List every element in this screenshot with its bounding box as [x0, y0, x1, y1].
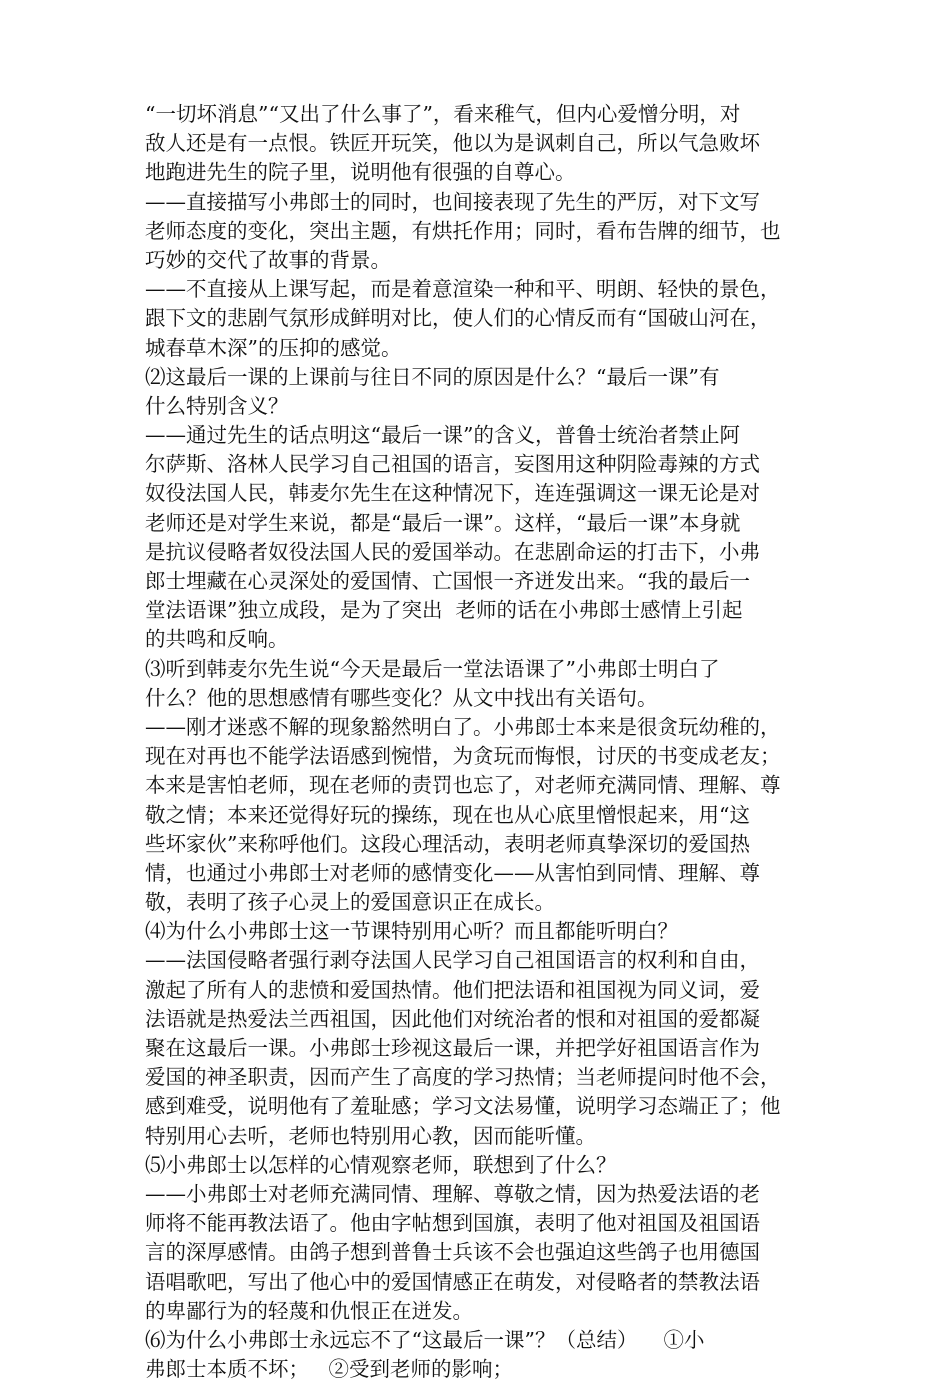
- text-line: 爱国的神圣职责，因而产生了高度的学习热情；当老师提问时他不会，: [145, 1065, 781, 1090]
- text-line: 敬，表明了孩子心灵上的爱国意识正在成长。: [145, 890, 555, 915]
- text-line: 巧妙的交代了故事的背景。: [145, 247, 391, 272]
- text-line: 敌人还是有一点恨。铁匠开玩笑，他以为是讽刺自己，所以气急败坏: [145, 131, 760, 156]
- text-line: ——小弗郎士对老师充满同情、理解、尊敬之情，因为热爱法语的老: [145, 1181, 760, 1206]
- text-line: 郎士埋藏在心灵深处的爱国情、亡国恨一齐迸发出来。“我的最后一: [145, 569, 750, 593]
- text-line: 情，也通过小弗郎士对老师的感情变化——从害怕到同情、理解、尊: [145, 860, 760, 885]
- text-line: 激起了所有人的悲愤和爱国热情。他们把法语和祖国视为同义词，爱: [145, 977, 760, 1002]
- question-line: 什么特别含义？: [145, 393, 289, 418]
- text-line: 是抗议侵略者奴役法国人民的爱国举动。在悲剧命运的打击下，小弗: [145, 539, 760, 564]
- text-line: ——不直接从上课写起，而是着意渲染一种和平、明朗、轻快的景色，: [145, 277, 781, 302]
- text-line: 师将不能再教法语了。他由字帖想到国旗，表明了他对祖国及祖国语: [145, 1211, 760, 1236]
- question-line: ⑹为什么小弗郎士永远忘不了“这最后一课”？（总结） ①小: [145, 1327, 705, 1352]
- text-line: 特别用心去听，老师也特别用心教，因而能听懂。: [145, 1123, 596, 1148]
- question-line: ⑸小弗郎士以怎样的心情观察老师，联想到了什么？: [145, 1152, 617, 1177]
- text-line: 聚在这最后一课。小弗郎士珍视这最后一课，并把学好祖国语言作为: [145, 1036, 760, 1060]
- text-line: ——刚才迷惑不解的现象豁然明白了。小弗郎士本来是很贪玩幼稚的，: [145, 714, 781, 739]
- text-line: 现在对再也不能学法语感到惋惜，为贪玩而悔恨，讨厌的书变成老友；: [145, 744, 781, 769]
- text-line: 跟下文的悲剧气氛形成鲜明对比，使人们的心情反而有“国破山河在，: [145, 306, 771, 331]
- text-line: “一切坏消息”“又出了什么事了”，看来稚气，但内心爱憎分明，对: [145, 102, 741, 126]
- text-line: 法语就是热爱法兰西祖国，因此他们对统治者的恨和对祖国的爱都凝: [145, 1006, 760, 1031]
- text-line: 尔萨斯、洛林人民学习自己祖国的语言，妄图用这种阴险毒辣的方式: [145, 452, 760, 477]
- text-line: 言的深厚感情。由鸽子想到普鲁士兵该不会也强迫这些鸽子也用德国: [145, 1240, 760, 1265]
- text-line: 奴役法国人民，韩麦尔先生在这种情况下，连连强调这一课无论是对: [145, 481, 760, 506]
- question-line: ⑶听到韩麦尔先生说“今天是最后一堂法语课了”小弗郎士明白了: [145, 656, 720, 681]
- text-line: 堂法语课”独立成段，是为了突出 老师的话在小弗郎士感情上引起: [145, 598, 743, 623]
- question-line: ⑷为什么小弗郎士这一节课特别用心听？而且都能听明白？: [145, 919, 678, 944]
- text-line: 些坏家伙”来称呼他们。这段心理活动，表明老师真挚深切的爱国热: [145, 831, 750, 856]
- text-line: 本来是害怕老师，现在老师的责罚也忘了，对老师充满同情、理解、尊: [145, 773, 781, 798]
- question-line: 什么？他的思想感情有哪些变化？从文中找出有关语句。: [145, 685, 658, 710]
- text-line: 老师还是对学生来说，都是“最后一课”。这样，“最后一课”本身就: [145, 510, 741, 535]
- text-line: 敬之情；本来还觉得好玩的操练，现在也从心底里憎恨起来，用“这: [145, 802, 750, 827]
- text-line: 地跑进先生的院子里，说明他有很强的自尊心。: [145, 160, 576, 185]
- text-line: 语唱歌吧，写出了他心中的爱国情感正在萌发，对侵略者的禁教法语: [145, 1269, 760, 1294]
- text-line: ——直接描写小弗郎士的同时，也间接表现了先生的严厉，对下文写: [145, 189, 760, 214]
- text-line: 老师态度的变化，突出主题，有烘托作用；同时，看布告牌的细节，也: [145, 218, 781, 243]
- text-line: 的共鸣和反响。: [145, 627, 289, 652]
- text-line: 弗郎士本质不坏； ②受到老师的影响；: [145, 1357, 514, 1382]
- document-page: [145, 100, 815, 1384]
- text-line: 的卑鄙行为的轻蔑和仇恨正在迸发。: [145, 1298, 473, 1323]
- text-line: ——法国侵略者强行剥夺法国人民学习自己祖国语言的权利和自由，: [145, 948, 760, 973]
- question-line: ⑵这最后一课的上课前与往日不同的原因是什么？“最后一课”有: [145, 364, 720, 389]
- text-line: ——通过先生的话点明这“最后一课”的含义，普鲁士统治者禁止阿: [145, 423, 740, 448]
- text-line: 感到难受，说明他有了羞耻感；学习文法易懂，说明学习态端正了；他: [145, 1094, 781, 1119]
- text-line: 城春草木深”的压抑的感觉。: [145, 335, 402, 360]
